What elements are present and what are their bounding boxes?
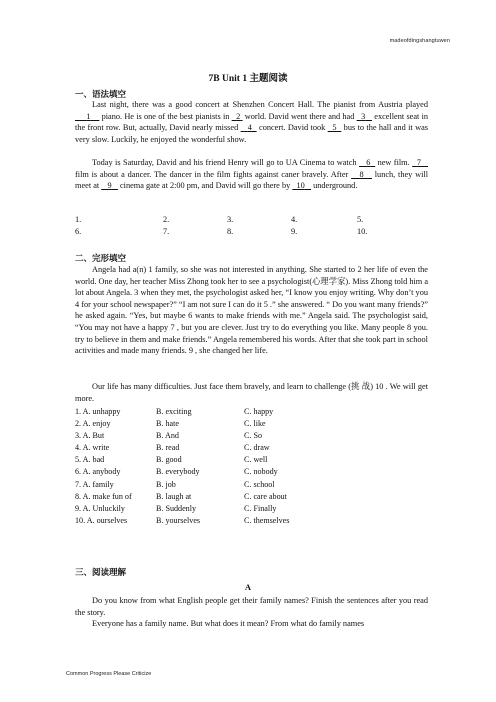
reading-passage: Do you know from what English people get their family names? Finish the sentences after you read the story. <box>75 596 429 617</box>
option-row-4: 4. A. write B. read C. draw <box>75 443 270 453</box>
section-heading-reading: 三、阅读理解 <box>75 567 127 577</box>
option-row-10: 10. A. ourselves B. yourselves C. themselves <box>75 515 290 525</box>
grammar-paragraph-1: Last night, there was a good concert at Shenzhen Concert Hall. The pianist from Austria played 1 piano. He is one of the best pianists in 2 world. David went there and had 3 excellent seat in the front row. But, actually, David nearly missed 4 concert. David took 5 bus to the hall and it was very slow. Luckily, he enjoyed the wonderful show. <box>75 100 429 144</box>
section-heading-cloze: 二、完形填空 <box>75 253 127 263</box>
page-title: 7B Unit 1 主题阅读 <box>208 74 288 84</box>
option-row-9: 9. A. Unluckily B. Suddenly C. Finally <box>75 503 277 513</box>
cloze-options <box>75 406 289 527</box>
option-row-1: 1. A. unhappy B. exciting C. happy <box>75 407 274 416</box>
cloze-passage: Angela had a(n) 1 family, so she was not interested in anything. She started to 2 her life of even the world. One day, her teacher Miss Zhong took her to see a psychologist(心理学家). Miss Zhong told him a lot about Angela. 3 when they met, the psychologist asked her, “I know you enjoy writing. Why don’t you 4 for your school newspaper?” “I am not sure I can do it 5 .” she answered. “ Do you want many friends?” he asked again. “Yes, but maybe 6 wants to make friends with me.” Angela said. The psychologist said, “You may not have a happy 7 , but you are clever. Just try to do everything you like. Many people 8 you. try to believe in them and make friends.” Angela remembered his words. After that she took part in school activities and made many friends. 9 , she changed her life. <box>75 265 429 356</box>
cloze-passage-end: Our life has many difficulties. Just face them bravely, and learn to challenge (挑 战) 10 . We will get more. <box>75 382 429 403</box>
reading-part-label: A <box>244 582 252 592</box>
page-footer-text: Common Progress Please Criticize <box>66 671 152 677</box>
page-header-text: madeofdingshangtuwen <box>389 38 450 44</box>
option-row-6: 6. A. anybody B. everybody C. nobody <box>75 467 278 477</box>
section-heading-grammar: 一、语法填空 <box>75 89 127 99</box>
grammar-paragraph-2: Today is Saturday, David and his friend Henry will go to UA Cinema to watch 6 new film. 7 film is about a dancer. The dancer in the film fights against caner bravely. After 8 lunch, they will meet at 9 cinema gate at 2:00 pm, and David will go there by 10 underground. <box>75 158 429 191</box>
reading-passage-2: Everyone has a family name. But what does it mean? From what do family names <box>92 619 365 628</box>
option-row-7: 7. A. family B. job C. school <box>75 479 275 489</box>
option-row-8: 8. A. make fun of B. laugh at C. care about <box>75 491 287 501</box>
option-row-5: 5. A. bad B. good C. well <box>75 455 268 465</box>
answer-row-1: 1. 2. 3. 4. 5. <box>75 215 364 224</box>
option-row-3: 3. A. But B. And C. So <box>75 431 262 441</box>
answer-row-2: 6. 7. 8. 9. 10. <box>75 227 368 236</box>
option-row-2: 2. A. enjoy B. hate C. like <box>75 419 266 429</box>
